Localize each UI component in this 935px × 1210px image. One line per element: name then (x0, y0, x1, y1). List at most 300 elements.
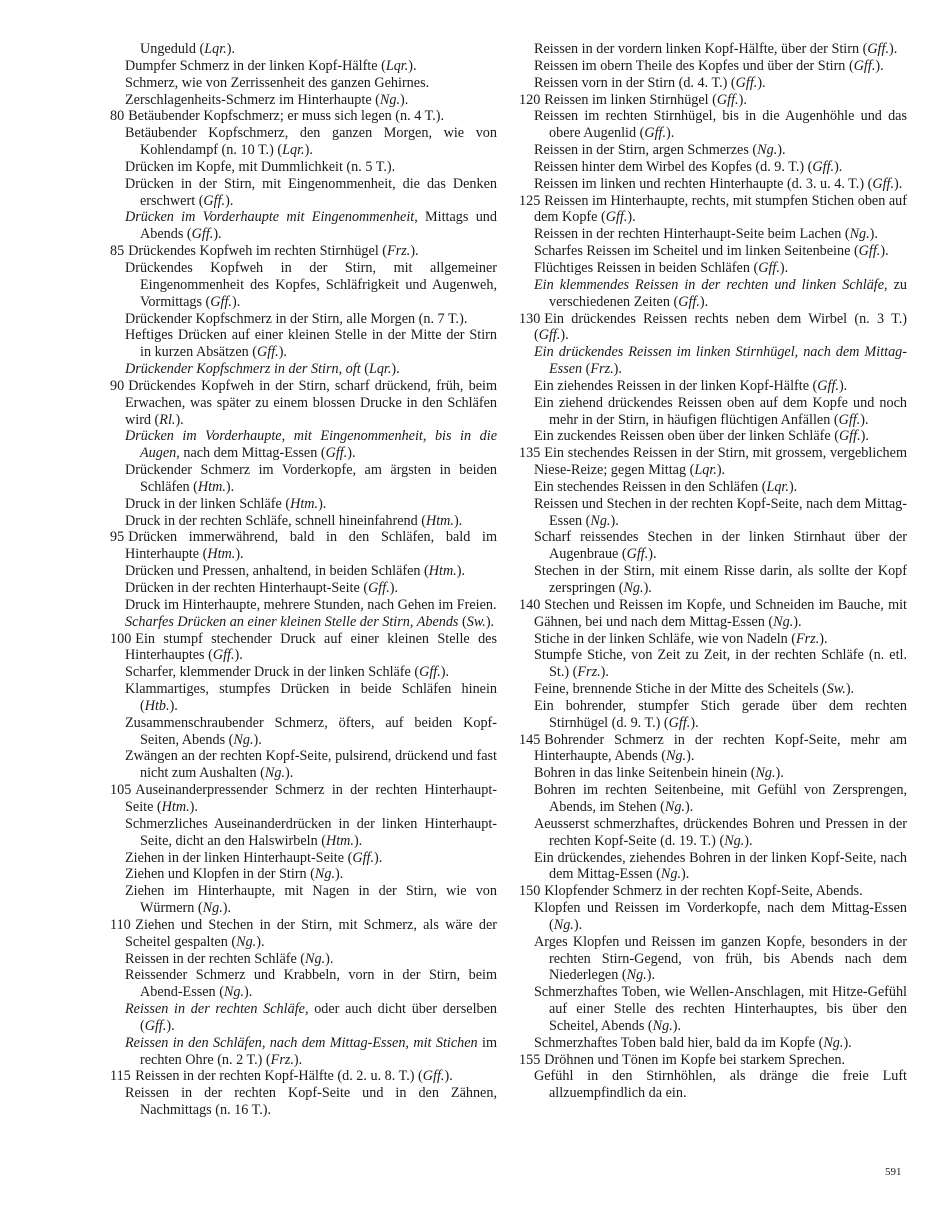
text-segment: Auseinanderpressender Schmerz in der rechten Hinterhaupt-Seite ( (125, 782, 497, 815)
symptom-entry (110, 1085, 497, 1119)
numbered-symptom-entry (519, 311, 907, 345)
text-segment: ). (690, 714, 699, 731)
italic-text-segment: Frz. (387, 243, 411, 260)
italic-text-segment: Ng. (553, 916, 574, 933)
numbered-symptom-entry (110, 782, 497, 816)
text-segment: Druck in der rechten Schläfe, schnell hineinfahrend ( (125, 512, 426, 529)
symptom-entry (519, 1068, 907, 1102)
italic-text-segment: Sw. (826, 681, 846, 698)
text-segment: ). (293, 1051, 303, 1068)
text-segment: Reissender Schmerz und Krabbeln, vorn in der Stirn, beim Abend-Essen ( (125, 967, 497, 1001)
italic-text-segment: Gff. (422, 1068, 445, 1085)
text-segment: Dröhnen und Tönen im Kopfe bei starkem Sprechen. (544, 1051, 846, 1068)
text-segment: Ungeduld ( (140, 41, 205, 57)
italic-text-segment: Ng. (626, 967, 647, 984)
symptom-entry (519, 243, 907, 260)
text-segment: ). (779, 259, 789, 276)
text-segment: ). (610, 512, 619, 529)
right-column (519, 41, 907, 1102)
text-segment: Ein drückendes, ziehendes Bohren in der linken Kopf-Seite, nach dem Mittag-Essen ( (534, 849, 907, 883)
text-segment: ). (166, 1017, 175, 1034)
text-segment: ). (838, 377, 848, 394)
symptom-entry (519, 277, 907, 311)
italic-text-segment: Htm. (325, 832, 354, 849)
text-segment: ). (244, 984, 253, 1001)
italic-text-segment: Gff. (538, 327, 561, 344)
symptom-entry (110, 159, 497, 176)
text-segment: , zu verschiedenen Zeiten ( (549, 276, 907, 310)
text-segment: ). (889, 41, 898, 57)
italic-text-segment: Frz. (270, 1051, 294, 1068)
numbered-symptom-entry (519, 1052, 907, 1069)
text-segment: Stechen und Reissen im Kopfe, und Schneiden im Bauche, mit Gähnen, bei und nach dem Mittag-Essen ( (534, 596, 907, 630)
italic-text-segment: Gff. (644, 125, 667, 142)
italic-text-segment: Lqr. (694, 462, 717, 479)
text-segment: Reissen in der rechten Kopf-Hälfte (d. 2. u. 8. T.) ( (135, 1068, 423, 1085)
symptom-entry (110, 748, 497, 782)
italic-text-segment: Htm. (425, 512, 454, 529)
text-segment: ). (175, 411, 184, 428)
text-segment: ). (213, 226, 222, 243)
italic-text-segment: Ng. (314, 866, 336, 883)
text-segment: Schmerzliches Auseinanderdrücken in der linken Hinterhaupt-Seite, dicht an den Halswirbeln ( (125, 815, 497, 849)
text-segment: Flüchtiges Reissen in beiden Schläfen ( (534, 259, 759, 276)
text-segment: ). (860, 411, 869, 428)
numbered-symptom-entry (519, 193, 907, 227)
text-segment: im rechten Ohre (n. 2 T.) ( (140, 1034, 497, 1068)
text-segment: ). (325, 950, 334, 967)
text-segment: ). (169, 697, 178, 714)
symptom-entry (110, 41, 497, 58)
italic-text-segment: Drücken im Vorderhaupte mit Eingenommenheit (125, 209, 415, 226)
italic-text-segment: Ng. (236, 933, 257, 950)
italic-text-segment: Drücken im Vorderhaupte, mit Eingenommenheit, bis in die Augen (125, 428, 497, 462)
symptom-entry (519, 395, 907, 429)
text-segment: ). (256, 933, 265, 950)
italic-text-segment: Ng. (666, 748, 687, 765)
text-segment: , Mittags und Abends ( (140, 209, 497, 243)
italic-text-segment: Ein drückendes Reissen im linken Stirnhügel, nach dem Mittag-Essen (534, 344, 907, 378)
text-segment: Ziehen im Hinterhaupte, mit Nagen in der Stirn, wie von Würmern ( (125, 883, 497, 917)
symptom-entry (519, 428, 907, 445)
italic-text-segment: Gff. (191, 226, 214, 243)
left-column (110, 41, 497, 1119)
text-segment: Reissen und Stechen in der rechten Kopf-Seite, nach dem Mittag-Essen ( (534, 495, 907, 529)
text-segment: ). (775, 765, 784, 782)
symptom-entry (110, 462, 497, 496)
symptom-entry (110, 58, 497, 75)
text-segment: Dumpfer Schmerz in der linken Kopf-Hälfte ( (125, 57, 386, 74)
text-segment: Drückendes Kopfweh in der Stirn, mit allgemeiner Eingenommenheit des Kopfes, Schläfrigkeit und Augenweh, Vormittags ( (125, 259, 497, 310)
italic-text-segment: Lqr. (282, 142, 305, 159)
text-segment: Schmerzhaftes Toben bald hier, bald da im Kopfe ( (534, 1034, 824, 1051)
text-segment: ). (777, 142, 786, 159)
text-segment: ). (666, 125, 675, 142)
text-segment: Reissen in der rechten Schläfe ( (125, 950, 306, 967)
text-segment: Scharfer, klemmender Druck in der linken Schläfe ( (125, 664, 420, 681)
text-segment: Drücken im Kopfe, mit Dummlichkeit (n. 5 T.). (125, 158, 396, 175)
italic-text-segment: Ng. (724, 832, 745, 849)
text-segment: ). (222, 900, 232, 917)
italic-text-segment: Frz. (590, 361, 614, 378)
italic-text-segment: Gff. (872, 175, 895, 192)
text-segment: , nach dem Mittag-Essen ( (176, 445, 326, 462)
italic-text-segment: Frz. (796, 630, 820, 647)
entry-number: 135 (519, 445, 541, 462)
italic-text-segment: Frz. (577, 664, 601, 681)
text-segment: ). (318, 495, 327, 512)
italic-text-segment: Gff. (212, 647, 235, 664)
italic-text-segment: Ng. (305, 950, 326, 967)
entry-number: 105 (110, 782, 132, 799)
entry-number: 80 (110, 108, 125, 125)
symptom-entry (519, 850, 907, 884)
text-segment: Scharfes Reissen im Scheitel und im linken Seitenbeine ( (534, 243, 859, 260)
text-segment: ). (643, 580, 652, 596)
italic-text-segment: Rl. (159, 411, 176, 428)
italic-text-segment: Gff. (853, 57, 876, 74)
italic-text-segment: Ng. (773, 613, 794, 630)
symptom-entry (110, 883, 497, 917)
text-segment: ). (347, 445, 356, 462)
italic-text-segment: Htm. (197, 478, 226, 495)
text-segment: Schmerz, wie von Zerrissenheit des ganzen Gehirnes. (125, 74, 430, 91)
text-segment: ). (335, 866, 344, 883)
text-segment: ). (684, 798, 694, 815)
symptom-entry (110, 866, 497, 883)
text-segment: Feine, brennende Stiche in der Mitte des Scheitels ( (534, 681, 827, 698)
italic-text-segment: Htm. (207, 546, 236, 563)
entry-number: 155 (519, 1051, 541, 1068)
italic-text-segment: Gff. (325, 445, 348, 462)
symptom-entry (519, 260, 907, 277)
text-segment: ). (686, 748, 695, 765)
entry-number: 145 (519, 731, 541, 748)
symptom-entry (110, 327, 497, 361)
text-segment: Ziehen und Klopfen in der Stirn ( (125, 866, 315, 883)
text-segment: ). (304, 142, 313, 159)
numbered-symptom-entry (519, 445, 907, 479)
italic-text-segment: Reissen in der rechten Schläfe (125, 1001, 305, 1018)
numbered-symptom-entry (519, 883, 907, 900)
italic-text-segment: Lqr. (204, 41, 227, 57)
numbered-symptom-entry (110, 529, 497, 563)
entry-number: 115 (110, 1068, 131, 1085)
symptom-entry (519, 816, 907, 850)
text-segment: ). (834, 158, 843, 175)
text-segment: Scharf reissendes Stechen in der linken Stirnhaut über der Augenbraue ( (534, 529, 907, 563)
italic-text-segment: Gff. (668, 714, 691, 731)
numbered-symptom-entry (110, 108, 497, 125)
symptom-entry (519, 108, 907, 142)
text-segment: ). (613, 361, 622, 378)
symptom-entry (110, 209, 497, 243)
text-segment: Ziehen in der linken Hinterhaupt-Seite ( (125, 849, 353, 866)
text-segment: Reissen im linken Stirnhügel ( (544, 91, 717, 108)
text-segment: ). (793, 613, 802, 630)
text-segment: ). (285, 765, 294, 782)
text-segment: Drückender Schmerz im Vorderkopfe, am ärgsten in beiden Schläfen ( (125, 462, 497, 495)
italic-text-segment: Ng. (652, 1017, 673, 1034)
symptom-entry (519, 782, 907, 816)
symptom-entry (519, 496, 907, 530)
text-segment: ). (225, 478, 235, 495)
text-segment: ). (234, 647, 243, 664)
text-segment: Bohren in das linke Seitenbein hinein ( (534, 765, 756, 782)
italic-text-segment: Ng. (755, 765, 776, 782)
entry-number: 150 (519, 883, 541, 900)
symptom-entry (519, 226, 907, 243)
symptom-entry (110, 496, 497, 513)
italic-text-segment: Scharfes Drücken an einer kleinen Stelle der Stirn, Abends (125, 613, 459, 630)
italic-text-segment: Sw. (466, 613, 486, 630)
italic-text-segment: Gff. (419, 664, 441, 681)
text-segment: Ein ziehend drückendes Reissen oben auf dem Kopfe und noch mehr in der Stirn, in häufigen flüchtigen Anfällen ( (534, 394, 907, 428)
text-segment: Drücken in der Stirn, mit Eingenommenheit, die das Denken erschwert ( (125, 175, 497, 209)
symptom-entry (519, 563, 907, 597)
text-segment: Drückendes Kopfweh im rechten Stirnhügel ( (128, 243, 388, 260)
text-segment: ). (225, 192, 234, 209)
text-segment: Bohren im rechten Seitenbeine, mit Gefühl von Zersprengen, Abends, im Stehen ( (534, 782, 907, 815)
text-segment: ). (845, 681, 855, 698)
symptom-entry (110, 513, 497, 530)
symptom-entry (519, 378, 907, 395)
italic-text-segment: Ng. (264, 765, 286, 782)
text-segment: Ein drückendes Reissen rechts neben dem Wirbel (n. 3 T.) ( (534, 310, 907, 344)
text-segment: Klopfen und Reissen im Vorderkopfe, nach dem Mittag-Essen ( (534, 900, 907, 933)
italic-text-segment: Htb. (144, 697, 170, 714)
entry-number: 130 (519, 310, 541, 327)
text-segment: Zerschlagenheits-Schmerz im Hinterhaupte ( (125, 91, 380, 108)
text-segment: ). (391, 361, 400, 378)
text-segment: ). (672, 1017, 682, 1034)
italic-text-segment: Ng. (379, 91, 400, 108)
text-segment: ). (744, 832, 753, 849)
text-segment: ). (880, 243, 889, 260)
symptom-entry (110, 125, 497, 159)
entry-number: 90 (110, 377, 125, 394)
italic-text-segment: Ng. (590, 512, 611, 529)
symptom-entry (519, 75, 907, 92)
symptom-entry (110, 951, 497, 968)
italic-text-segment: Ng. (223, 984, 245, 1001)
italic-text-segment: Gff. (678, 293, 700, 310)
italic-text-segment: Gff. (210, 293, 232, 310)
text-segment: ). (453, 512, 463, 529)
text-segment: Ziehen und Stechen in der Stirn, mit Schmerz, als wäre der Scheitel gespalten ( (125, 916, 497, 950)
text-segment: Stumpfe Stiche, von Zeit zu Zeit, in der rechten Schläfe (n. etl. St.) ( (534, 647, 907, 681)
symptom-entry (519, 900, 907, 934)
symptom-entry (110, 176, 497, 210)
text-segment: ). (681, 866, 690, 883)
text-segment: ( (360, 361, 369, 378)
symptom-entry (519, 142, 907, 159)
entry-number: 110 (110, 916, 131, 933)
symptom-entry (519, 41, 907, 58)
text-segment: Drücken in der rechten Hinterhaupt-Seite ( (125, 580, 369, 596)
text-segment: ). (869, 226, 878, 243)
text-segment: Stechen in der Stirn, mit einem Risse darin, als sollte der Kopf zerspringen ( (534, 563, 907, 596)
symptom-entry (519, 934, 907, 985)
italic-text-segment: Gff. (626, 546, 649, 563)
italic-text-segment: Gff. (716, 91, 739, 108)
symptom-entry (519, 698, 907, 732)
text-segment: ). (235, 546, 244, 563)
italic-text-segment: Ein klemmendes Reissen in der rechten und linken Schläfe (534, 276, 885, 293)
text-segment: ). (738, 91, 747, 108)
symptom-entry (519, 631, 907, 648)
text-segment: ). (646, 967, 655, 984)
italic-text-segment: Gff. (758, 259, 780, 276)
symptom-entry (519, 1035, 907, 1052)
symptom-entry (110, 816, 497, 850)
italic-text-segment: Lqr. (385, 57, 409, 74)
text-segment: ). (860, 428, 869, 445)
text-segment: ). (560, 327, 569, 344)
text-segment: ). (600, 664, 609, 681)
text-segment: Ein zuckendes Reissen oben über der linken Schläfe ( (534, 428, 839, 445)
italic-text-segment: Gff. (867, 41, 889, 57)
italic-text-segment: Ng. (623, 580, 644, 596)
symptom-entry (110, 580, 497, 597)
symptom-entry (519, 647, 907, 681)
text-segment: Ein stumpf stechender Druck auf einer kleinen Stelle des Hinterhauptes ( (125, 630, 497, 664)
italic-text-segment: Ng. (202, 900, 223, 917)
numbered-symptom-entry (110, 378, 497, 429)
numbered-symptom-entry (110, 243, 497, 260)
text-segment: ). (485, 613, 495, 630)
entry-number: 100 (110, 630, 132, 647)
text-segment: ). (400, 91, 409, 108)
text-segment: Ein bohrender, stumpfer Stich gerade über dem rechten Stirnhügel (d. 9. T.) ( (534, 697, 907, 731)
text-segment: Reissen im Hinterhaupte, rechts, mit stumpfen Stichen oben auf dem Kopfe ( (534, 192, 907, 226)
italic-text-segment: Gff. (203, 192, 226, 209)
italic-text-segment: Gff. (368, 580, 390, 596)
text-segment: , oder auch dicht über derselben ( (140, 1001, 497, 1034)
italic-text-segment: Htm. (161, 798, 190, 815)
text-segment: Aeusserst schmerzhaftes, drückendes Bohren und Pressen in der rechten Kopf-Seite (d. 19. T.) ( (534, 815, 907, 849)
text-segment: ). (875, 57, 884, 74)
italic-text-segment: Ng. (757, 142, 778, 159)
text-segment: ). (456, 563, 466, 580)
text-segment: ). (189, 798, 198, 815)
numbered-symptom-entry (110, 1068, 497, 1085)
text-segment: Betäubender Kopfschmerz, den ganzen Morgen, wie von Kohlendampf (n. 10 T.) ( (125, 125, 497, 159)
text-segment: ). (253, 731, 262, 748)
symptom-entry (110, 75, 497, 92)
text-segment: Reissen in der rechten Hinterhaupt-Seite beim Lachen ( (534, 226, 850, 243)
symptom-entry (110, 715, 497, 749)
entry-number: 85 (110, 243, 125, 260)
italic-text-segment: Gff. (858, 243, 881, 260)
italic-text-segment: Lqr. (368, 361, 392, 378)
text-segment: Drücken und Pressen, anhaltend, in beiden Schläfen ( (125, 563, 429, 580)
text-segment: Gefühl in den Stirnhöhlen, als dränge die freie Luft allzuempfindlich da ein. (534, 1068, 907, 1102)
symptom-entry (110, 681, 497, 715)
symptom-entry (110, 428, 497, 462)
text-segment: Betäubender Kopfschmerz; er muss sich legen (n. 4 T.). (128, 108, 445, 125)
italic-text-segment: Gff. (144, 1017, 167, 1034)
entry-number: 125 (519, 192, 541, 209)
text-segment: Drückender Kopfschmerz in der Stirn, alle Morgen (n. 7 T.). (125, 310, 468, 327)
italic-text-segment: Ng. (660, 866, 682, 883)
symptom-entry (519, 984, 907, 1035)
italic-text-segment: Gff. (838, 428, 861, 445)
numbered-symptom-entry (519, 732, 907, 766)
text-segment: ). (444, 1068, 453, 1085)
italic-text-segment: Gff. (735, 74, 758, 91)
text-segment: Reissen hinter dem Wirbel des Kopfes (d. 9. T.) ( (534, 158, 813, 175)
symptom-entry (519, 176, 907, 193)
text-segment: ). (353, 832, 363, 849)
text-segment: Zwängen an der rechten Kopf-Seite, pulsirend, drückend und fast nicht zum Aushalten ( (125, 748, 497, 782)
italic-text-segment: Ng. (823, 1034, 844, 1051)
symptom-entry (519, 58, 907, 75)
text-segment: ). (226, 41, 235, 57)
text-segment: Reissen im rechten Stirnhügel, bis in die Augenhöhle und das obere Augenlid ( (534, 108, 907, 142)
italic-text-segment: Ng. (849, 226, 870, 243)
italic-text-segment: Gff. (605, 209, 628, 226)
text-segment: ). (278, 344, 287, 361)
text-segment: Druck in der linken Schläfe ( (125, 495, 291, 512)
text-segment: ). (408, 57, 417, 74)
symptom-entry (110, 1035, 497, 1069)
symptom-entry (110, 92, 497, 109)
entry-number: 95 (110, 529, 125, 546)
symptom-entry (519, 344, 907, 378)
symptom-entry (519, 681, 907, 698)
symptom-entry (110, 260, 497, 311)
entry-number: 120 (519, 91, 541, 108)
text-segment: Klammartiges, stumpfes Drücken in beide Schläfen hinein ( (125, 681, 497, 714)
numbered-symptom-entry (110, 917, 497, 951)
text-segment: Klopfender Schmerz in der rechten Kopf-Seite, Abends. (544, 883, 863, 900)
text-segment: ). (819, 630, 828, 647)
italic-text-segment: Ng. (664, 798, 685, 815)
symptom-entry (110, 850, 497, 867)
text-segment: Reissen im linken und rechten Hinterhaupte (d. 3. u. 4. T.) ( (534, 175, 873, 192)
italic-text-segment: Lqr. (766, 478, 789, 495)
text-segment: ( (458, 613, 467, 630)
numbered-symptom-entry (519, 597, 907, 631)
text-segment: ). (410, 243, 419, 260)
entry-number: 140 (519, 596, 541, 613)
text-segment: Reissen in der vordern linken Kopf-Hälfte, über der Stirn ( (534, 41, 868, 57)
text-segment: Zusammenschraubender Schmerz, öfters, auf beiden Kopf-Seiten, Abends ( (125, 714, 497, 748)
italic-text-segment: Reissen in den Schläfen, nach dem Mittag-Essen, mit Stichen (125, 1034, 478, 1051)
text-segment: Schmerzhaftes Toben, wie Wellen-Anschlagen, mit Hitze-Gefühl auf einer Stelle des rechten Hinterhauptes, bis über den Scheitel, Abends ( (534, 984, 907, 1034)
italic-text-segment: Gff. (257, 344, 279, 361)
text-segment: ). (231, 293, 241, 310)
symptom-entry (110, 361, 497, 378)
text-segment: Druck im Hinterhaupte, mehrere Stunden, nach Gehen im Freien. (125, 596, 497, 613)
text-segment: ). (627, 209, 636, 226)
italic-text-segment: Gff. (817, 377, 839, 394)
page-number: 591 (885, 1166, 902, 1178)
text-segment: Bohrender Schmerz in der rechten Kopf-Seite, mehr am Hinterhaupte, Abends ( (534, 731, 907, 765)
text-segment: ). (440, 664, 450, 681)
text-segment: Drücken immerwährend, bald in den Schläfen, bald im Hinterhaupte ( (125, 529, 497, 563)
text-segment: Reissen in der rechten Kopf-Seite und in den Zähnen, Nachmittags (n. 16 T.). (125, 1085, 497, 1119)
text-segment: Drückendes Kopfweh in der Stirn, scharf drückend, früh, beim Erwachen, was später zu einem blossen Drucke in den Schläfen wird ( (125, 377, 497, 428)
text-segment: ). (648, 546, 657, 563)
symptom-entry (519, 529, 907, 563)
italic-text-segment: Htm. (428, 563, 457, 580)
text-segment: Reissen im obern Theile des Kopfes und über der Stirn ( (534, 57, 854, 74)
text-segment: ( (582, 361, 591, 378)
text-segment: ). (843, 1034, 852, 1051)
italic-text-segment: Gff. (812, 158, 835, 175)
